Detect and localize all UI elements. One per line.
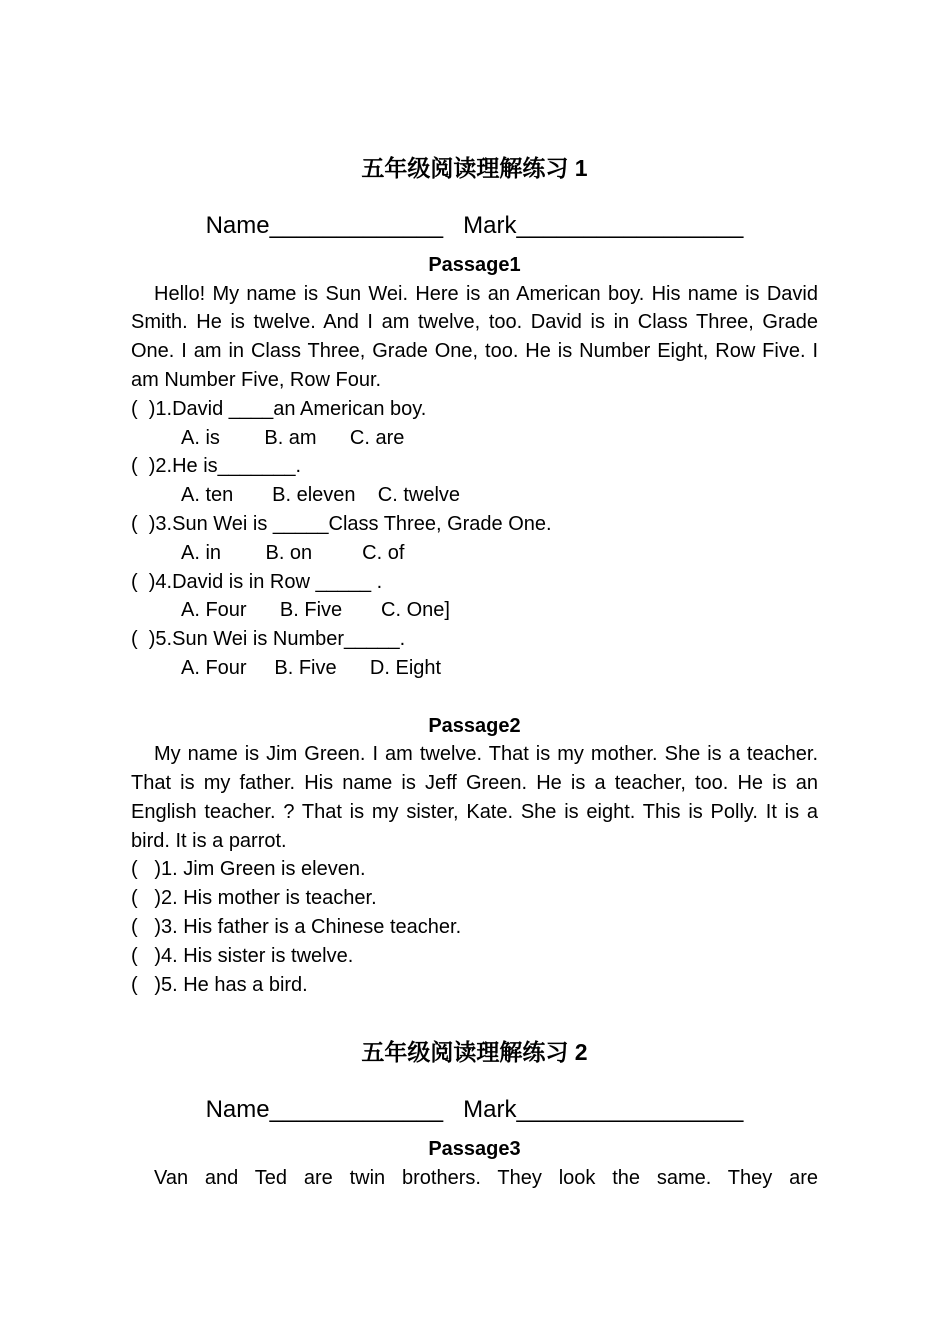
question-4: ( )4.David is in Row _____ . — [131, 570, 383, 593]
passage-1-text: Hello! My name is Sun Wei. Here is an American boy. His name is David Smith. He is twelve. And I am twelve, too. David is in Class Three, Grade One. I am in Class Three, Grade One, too. He is Number Eight, Row Five. I am Number Five, Row Four. — [131, 282, 818, 391]
passage-3-text: Van and Ted are twin brothers. They look the same. They are — [154, 1166, 818, 1189]
statement-2: ( )2. His mother is teacher. — [131, 887, 377, 910]
blank-line — [131, 683, 818, 712]
worksheet-title-1: 五年级阅读理解练习 1 — [361, 155, 588, 181]
question-1: ( )1.David ____an American boy. — [131, 397, 427, 420]
question-5: ( )5.Sun Wei is Number_____. — [131, 628, 406, 651]
name-mark-line-2: Name_____________ Mark_________________ — [205, 1096, 744, 1124]
question-3: ( )3.Sun Wei is _____Class Three, Grade One. — [131, 512, 552, 535]
passage-1-questions — [131, 395, 818, 683]
question-4-options: A. Four B. Five C. One] — [181, 599, 450, 622]
question-2: ( )2.He is_______. — [131, 455, 302, 478]
statement-1: ( )1. Jim Green is eleven. — [131, 858, 366, 881]
passage-2-text: My name is Jim Green. I am twelve. That is my mother. She is a teacher. That is my father. His name is Jeff Green. He is a teacher, too. He is an English teacher. ? That is my sister, Kate. She is eight. This is Polly. It is a bird. It is a parrot. — [131, 743, 818, 852]
name-mark-line-1: Name_____________ Mark_________________ — [205, 212, 744, 239]
question-2-options: A. ten B. eleven C. twelve — [181, 484, 461, 507]
passage-2-statements — [131, 855, 818, 999]
passage-1-title: Passage1 — [428, 254, 521, 276]
worksheet-title-2: 五年级阅读理解练习 2 — [361, 1039, 588, 1066]
question-1-options: A. is B. am C. are — [181, 426, 405, 449]
statement-3: ( )3. His father is a Chinese teacher. — [131, 915, 462, 938]
question-3-options: A. in B. on C. of — [181, 541, 405, 564]
statement-4: ( )4. His sister is twelve. — [131, 944, 354, 967]
statement-5: ( )5. He has a bird. — [131, 973, 308, 996]
question-5-options: A. Four B. Five D. Eight — [181, 656, 442, 679]
passage-2-title: Passage2 — [428, 714, 521, 737]
blank-line — [131, 999, 818, 1028]
document-content — [131, 152, 818, 1193]
passage-3-title: Passage3 — [428, 1138, 521, 1161]
